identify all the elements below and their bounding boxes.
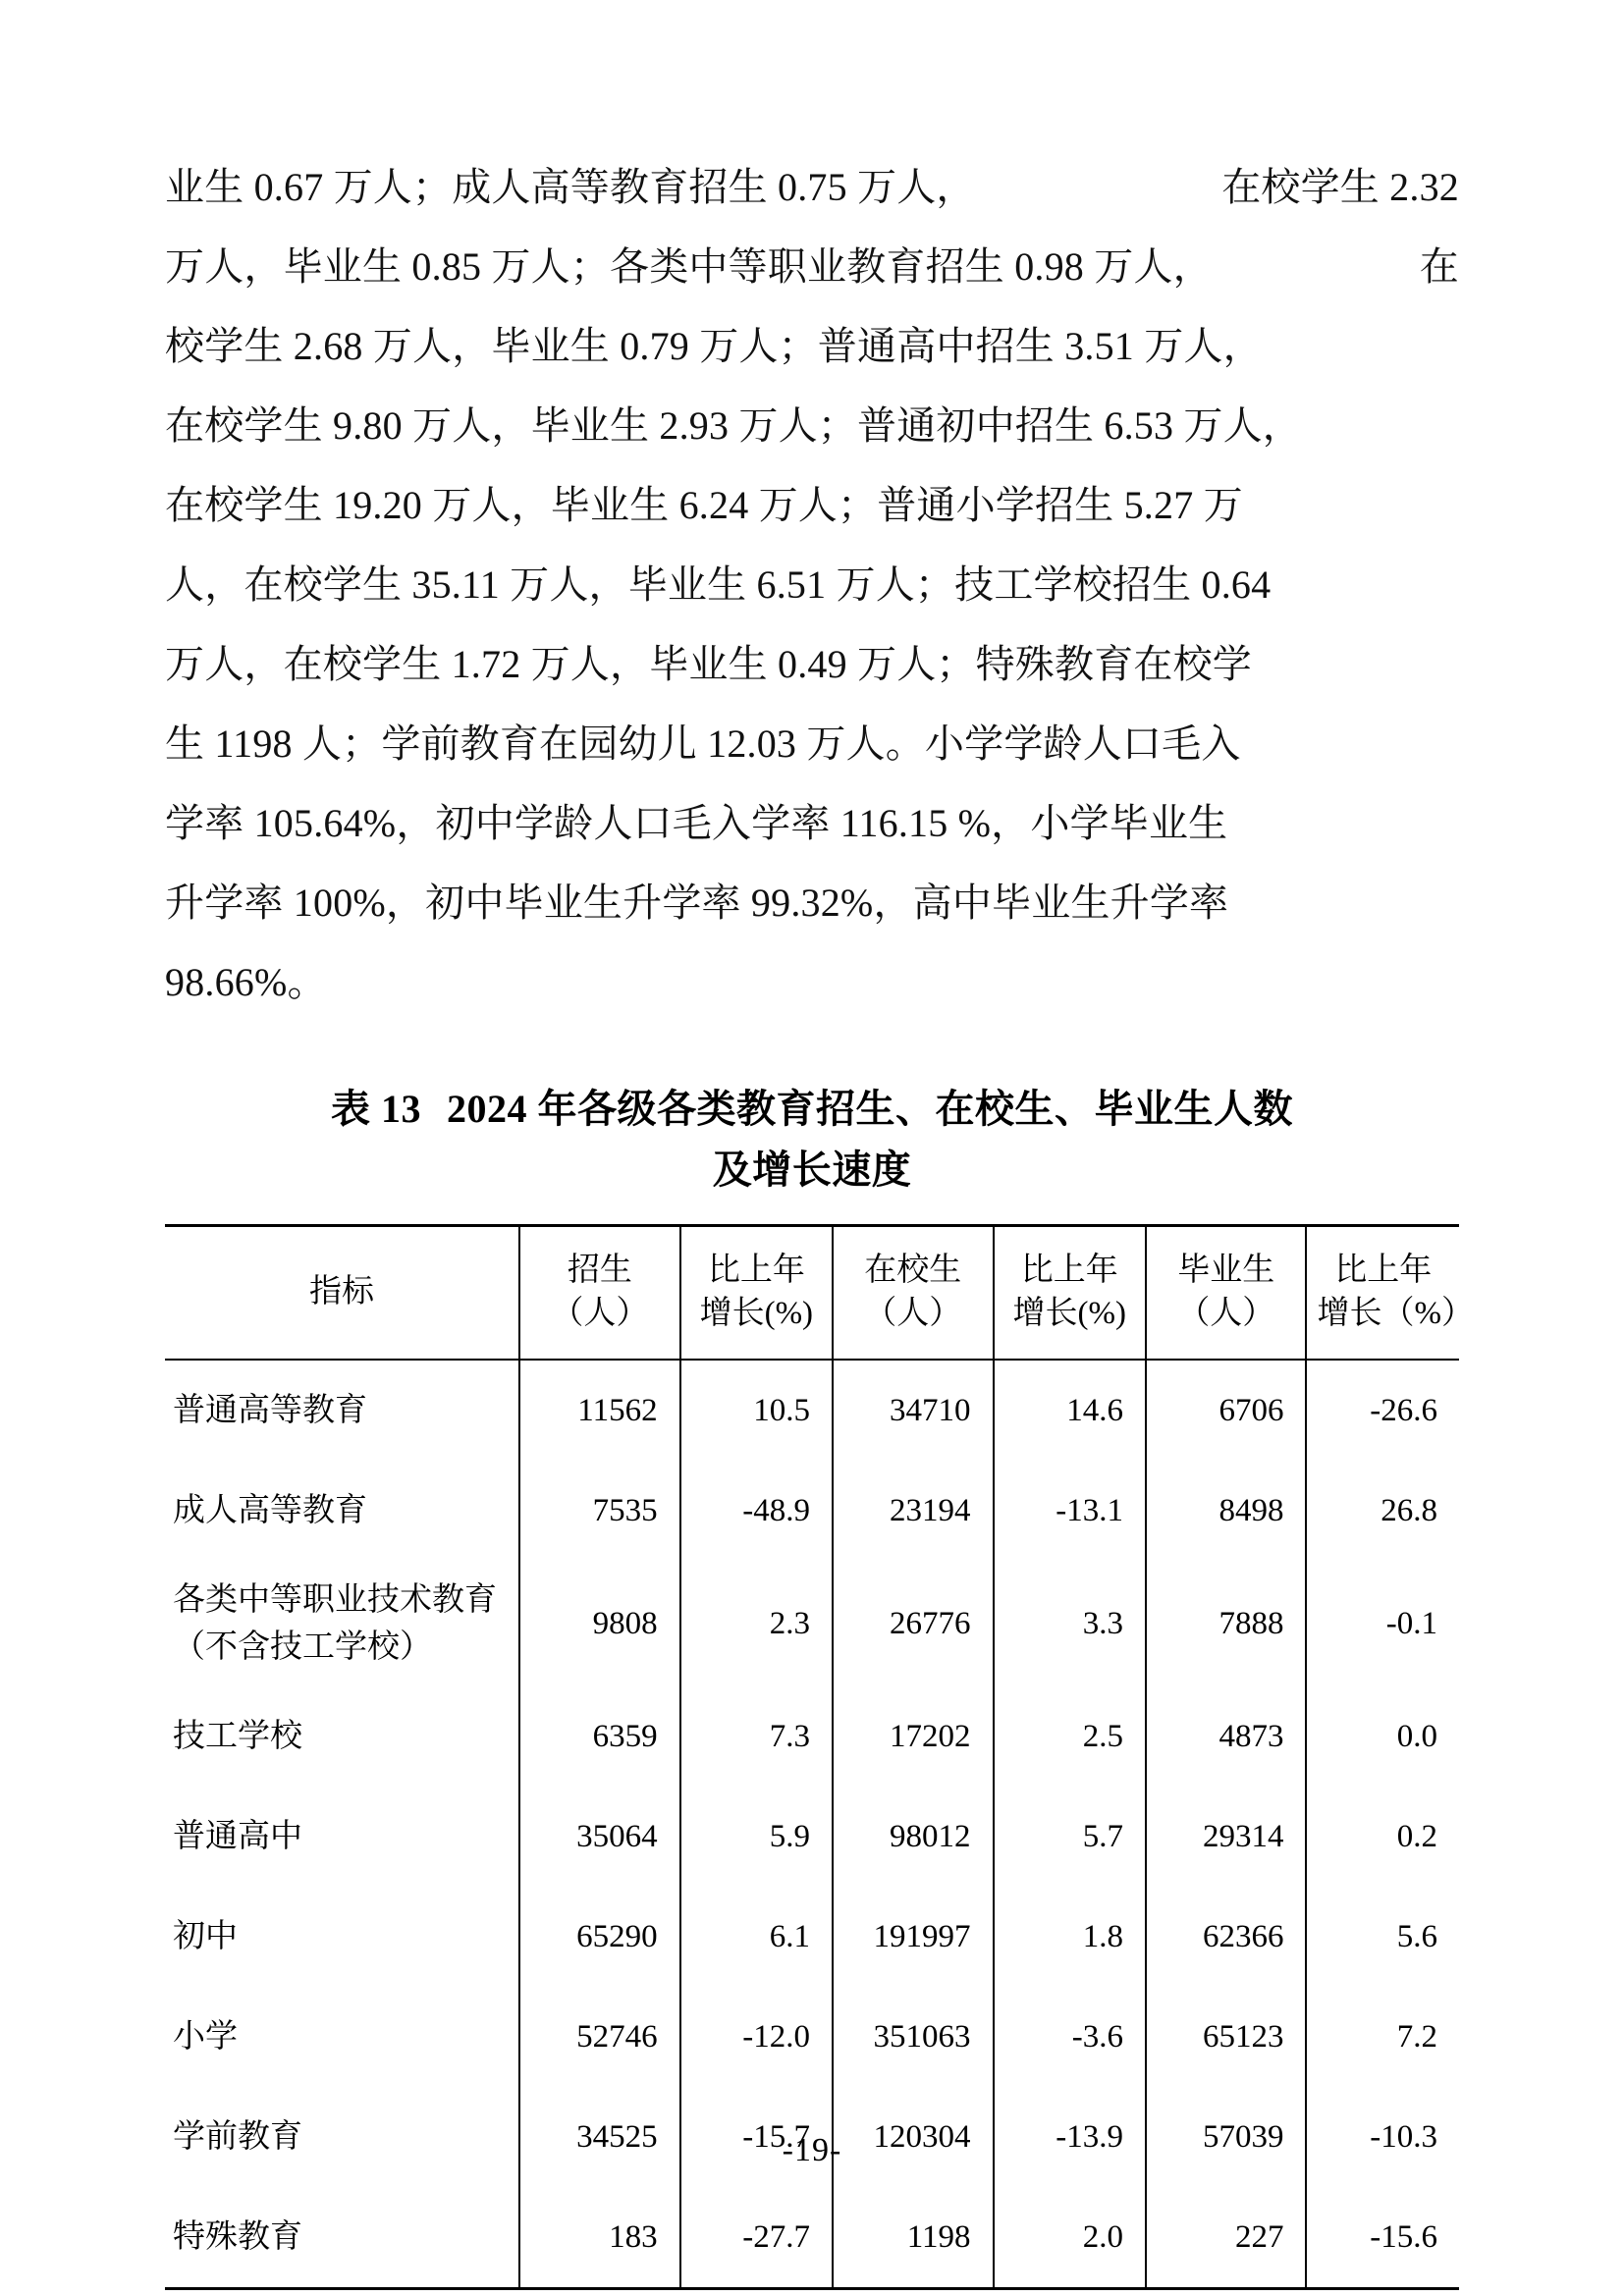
cell-enrolled-growth: -15.7 [680, 2087, 833, 2187]
cell-enrolled: 9808 [519, 1561, 679, 1686]
cell-graduates-growth: -0.1 [1306, 1561, 1459, 1686]
cell-graduates-growth: -26.6 [1306, 1360, 1459, 1461]
column-header-enrolled-growth: 比上年 增长(%) [680, 1226, 833, 1361]
education-statistics-table [165, 1224, 1474, 2290]
cell-graduates-growth: 26.8 [1306, 1461, 1459, 1561]
cell-graduates-growth: 0.2 [1306, 1787, 1459, 1887]
cell-students-growth: 3.3 [994, 1561, 1146, 1686]
paragraph-line: 升学率 100%，初中毕业生升学率 99.32%，高中毕业生升学率 [165, 881, 1229, 925]
column-header-indicator: 指标 [165, 1226, 519, 1361]
table-caption-line-2: 及增长速度 [712, 1148, 912, 1192]
cell-enrolled: 11562 [519, 1360, 679, 1461]
cell-students: 1198 [833, 2187, 993, 2289]
column-header-students: 在校生 （人） [833, 1226, 993, 1361]
cell-students-growth: 2.5 [994, 1686, 1146, 1787]
row-indicator: 技工学校 [173, 1719, 302, 1754]
table-row [165, 2187, 1459, 2289]
table-header [165, 1226, 1474, 1361]
table-row [165, 1561, 1459, 1686]
cell-students-growth: -13.1 [994, 1461, 1146, 1561]
cell-students-growth: 14.6 [994, 1360, 1146, 1461]
cell-students-growth: -3.6 [994, 1987, 1146, 2087]
cell-enrolled: 52746 [519, 1987, 679, 2087]
cell-enrolled-growth: 6.1 [680, 1887, 833, 1987]
cell-graduates-growth: -10.3 [1306, 2087, 1459, 2187]
paragraph-line: 人，在校学生 35.11 万人，毕业生 6.51 万人；技工学校招生 0.64 [165, 562, 1272, 607]
row-indicator: 小学 [173, 2019, 238, 2055]
table-row [165, 1461, 1459, 1561]
cell-students-growth: 1.8 [994, 1887, 1146, 1987]
cell-enrolled-growth: 5.9 [680, 1787, 833, 1887]
cell-students: 23194 [833, 1461, 993, 1561]
cell-graduates-growth: -15.6 [1306, 2187, 1459, 2289]
cell-graduates: 29314 [1146, 1787, 1306, 1887]
cell-enrolled-growth: -48.9 [680, 1461, 833, 1561]
row-indicator: 特殊教育 [165, 2187, 519, 2289]
cell-graduates: 227 [1146, 2187, 1306, 2289]
cell-graduates: 4873 [1146, 1686, 1306, 1787]
paragraph-line: 生 1198 人；学前教育在园幼儿 12.03 万人。小学学龄人口毛入 [165, 721, 1241, 766]
cell-enrolled-growth: -27.7 [680, 2187, 833, 2289]
cell-students: 191997 [833, 1887, 993, 1987]
cell-enrolled-growth: 7.3 [680, 1686, 833, 1787]
cell-students: 120304 [833, 2087, 993, 2187]
table-header-row [165, 1226, 1459, 1361]
cell-graduates: 6706 [1146, 1360, 1306, 1461]
table-row [165, 1686, 1459, 1787]
page-content [165, 147, 1474, 2290]
cell-students: 26776 [833, 1561, 993, 1686]
cell-students-growth: 5.7 [994, 1787, 1146, 1887]
cell-enrolled: 35064 [519, 1787, 679, 1887]
cell-graduates: 62366 [1146, 1887, 1306, 1987]
cell-enrolled-growth: 10.5 [680, 1360, 833, 1461]
cell-students-growth: 2.0 [994, 2187, 1146, 2289]
cell-students: 351063 [833, 1987, 993, 2087]
table-row [165, 1887, 1459, 1987]
cell-students: 17202 [833, 1686, 993, 1787]
column-header-enrolled: 招生 （人） [519, 1226, 679, 1361]
table-row [165, 1360, 1459, 1461]
column-header-students-growth: 比上年 增长(%) [994, 1226, 1146, 1361]
cell-enrolled: 183 [519, 2187, 679, 2289]
row-indicator: 各类中等职业技术教育（不含技工学校） [173, 1582, 497, 1665]
table-row [165, 1787, 1459, 1887]
cell-enrolled-growth: 2.3 [680, 1561, 833, 1686]
row-indicator: 成人高等教育 [173, 1493, 367, 1528]
cell-graduates: 65123 [1146, 1987, 1306, 2087]
cell-students: 34710 [833, 1360, 993, 1461]
cell-students: 98012 [833, 1787, 993, 1887]
table-caption-line-1 [165, 1079, 1459, 1140]
column-header-graduates: 毕业生 （人） [1146, 1226, 1306, 1361]
row-indicator: 普通高中 [173, 1819, 302, 1854]
paragraph-line: 万人，在校学生 1.72 万人，毕业生 0.49 万人；特殊教育在校学 [165, 642, 1252, 686]
row-indicator: 学前教育 [173, 2119, 302, 2155]
cell-enrolled: 34525 [519, 2087, 679, 2187]
cell-students-growth: -13.9 [994, 2087, 1146, 2187]
cell-enrolled: 6359 [519, 1686, 679, 1787]
row-indicator: 普通高等教育 [173, 1393, 367, 1428]
table-row [165, 1987, 1459, 2087]
cell-graduates: 7888 [1146, 1561, 1306, 1686]
cell-graduates-growth: 5.6 [1306, 1887, 1459, 1987]
paragraph-line: 业生 0.67 万人；成人高等教育招生 0.75 万人， 在校学生 2.32 [165, 165, 1459, 209]
paragraph-line: 万人，毕业生 0.85 万人；各类中等职业教育招生 0.98 万人， 在 [165, 244, 1459, 289]
paragraph-line: 98.66%。 [165, 960, 327, 1004]
table-title: 2024 年各级各类教育招生、在校生、毕业生人数 [447, 1087, 1293, 1131]
paragraph-line: 校学生 2.68 万人，毕业生 0.79 万人；普通高中招生 3.51 万人， [165, 324, 1263, 368]
cell-enrolled-growth: -12.0 [680, 1987, 833, 2087]
table-caption [165, 1079, 1459, 1201]
cell-graduates-growth: 0.0 [1306, 1686, 1459, 1787]
cell-graduates-growth: 7.2 [1306, 1987, 1459, 2087]
education-statistics-paragraph [165, 147, 1459, 1022]
page-number: -19- [782, 2132, 842, 2168]
cell-enrolled: 65290 [519, 1887, 679, 1987]
paragraph-line: 在校学生 9.80 万人，毕业生 2.93 万人；普通初中招生 6.53 万人， [165, 403, 1302, 448]
paragraph-line: 学率 105.64%，初中学龄人口毛入学率 116.15 %，小学毕业生 [165, 801, 1228, 845]
cell-enrolled: 7535 [519, 1461, 679, 1561]
cell-graduates: 8498 [1146, 1461, 1306, 1561]
paragraph-line: 在校学生 19.20 万人，毕业生 6.24 万人；普通小学招生 5.27 万 [165, 483, 1243, 527]
table-number: 表 13 [331, 1087, 421, 1131]
row-indicator: 初中 [173, 1919, 238, 1954]
column-header-graduates-growth: 比上年 增长（%） [1306, 1226, 1459, 1361]
cell-graduates: 57039 [1146, 2087, 1306, 2187]
